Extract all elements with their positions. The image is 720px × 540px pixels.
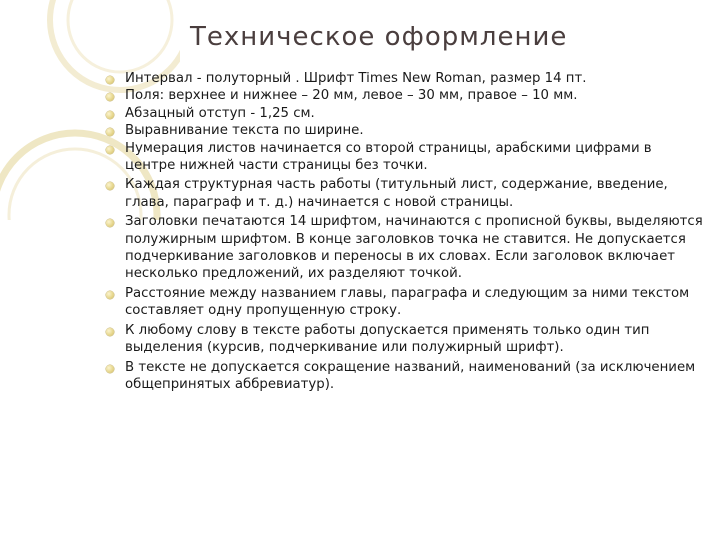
list-item [105, 176, 705, 211]
list-item-text: Каждая структурная часть работы (титульный лист, содержание, введение, глава, параграф и т. д.) начинается с новой страницы. [125, 177, 668, 210]
bullet-dot-icon [106, 93, 114, 101]
list-item-text: Поля: верхнее и нижнее – 20 мм, левое – 30 мм, правое – 10 мм. [125, 88, 578, 104]
list-item-text: Расстояние между названием главы, параграфа и следующим за ними текстом составляет одну пропущенную строку. [125, 285, 690, 319]
bullet-list [105, 70, 705, 393]
list-item [105, 359, 705, 394]
bullet-dot-icon [106, 146, 114, 154]
bullet-dot-icon [106, 219, 114, 227]
bullet-dot-icon [106, 291, 114, 299]
list-item-text: К любому слову в тексте работы допускается применять только один тип выделения (курсив, подчеркивание или полужирный шрифт). [125, 322, 650, 356]
list-item-text: Интервал - полуторный . Шрифт Times New Roman, размер 14 пт. [125, 71, 587, 86]
bullet-dot-icon [106, 328, 114, 336]
bullet-dot-icon [106, 111, 114, 119]
list-item-text: Нумерация листов начинается со второй страницы, арабскими цифрами в центре нижней части страницы без точки. [125, 140, 652, 174]
bullet-dot-icon [106, 128, 114, 136]
list-item-text: В тексте не допускается сокращение названий, наименований (за исключением общепринятых аббревиатур). [125, 359, 696, 392]
list-item [105, 285, 705, 320]
content-area [105, 70, 705, 393]
list-item [105, 105, 705, 122]
bullet-dot-icon [106, 182, 114, 190]
list-item-text: Выравнивание текста по ширине. [125, 123, 364, 139]
page-title: Техническое оформление [190, 22, 568, 52]
list-item [105, 122, 705, 139]
list-item [105, 87, 705, 104]
list-item-text: Заголовки печатаются 14 шрифтом, начинаются с прописной буквы, выделяются полужирным шрифтом. В конце заголовков точка не ставится. Не допускается подчеркивание заголовков и переносы в их словах. Если заголовок включает несколько предложений, их разделяют точкой. [125, 214, 703, 282]
list-item [105, 322, 705, 357]
list-item [105, 140, 705, 175]
list-item [105, 213, 705, 283]
bullet-dot-icon [106, 76, 114, 84]
list-item [105, 70, 705, 87]
list-item-text: Абзацный отступ - 1,25 см. [125, 105, 315, 121]
bullet-dot-icon [106, 365, 114, 373]
